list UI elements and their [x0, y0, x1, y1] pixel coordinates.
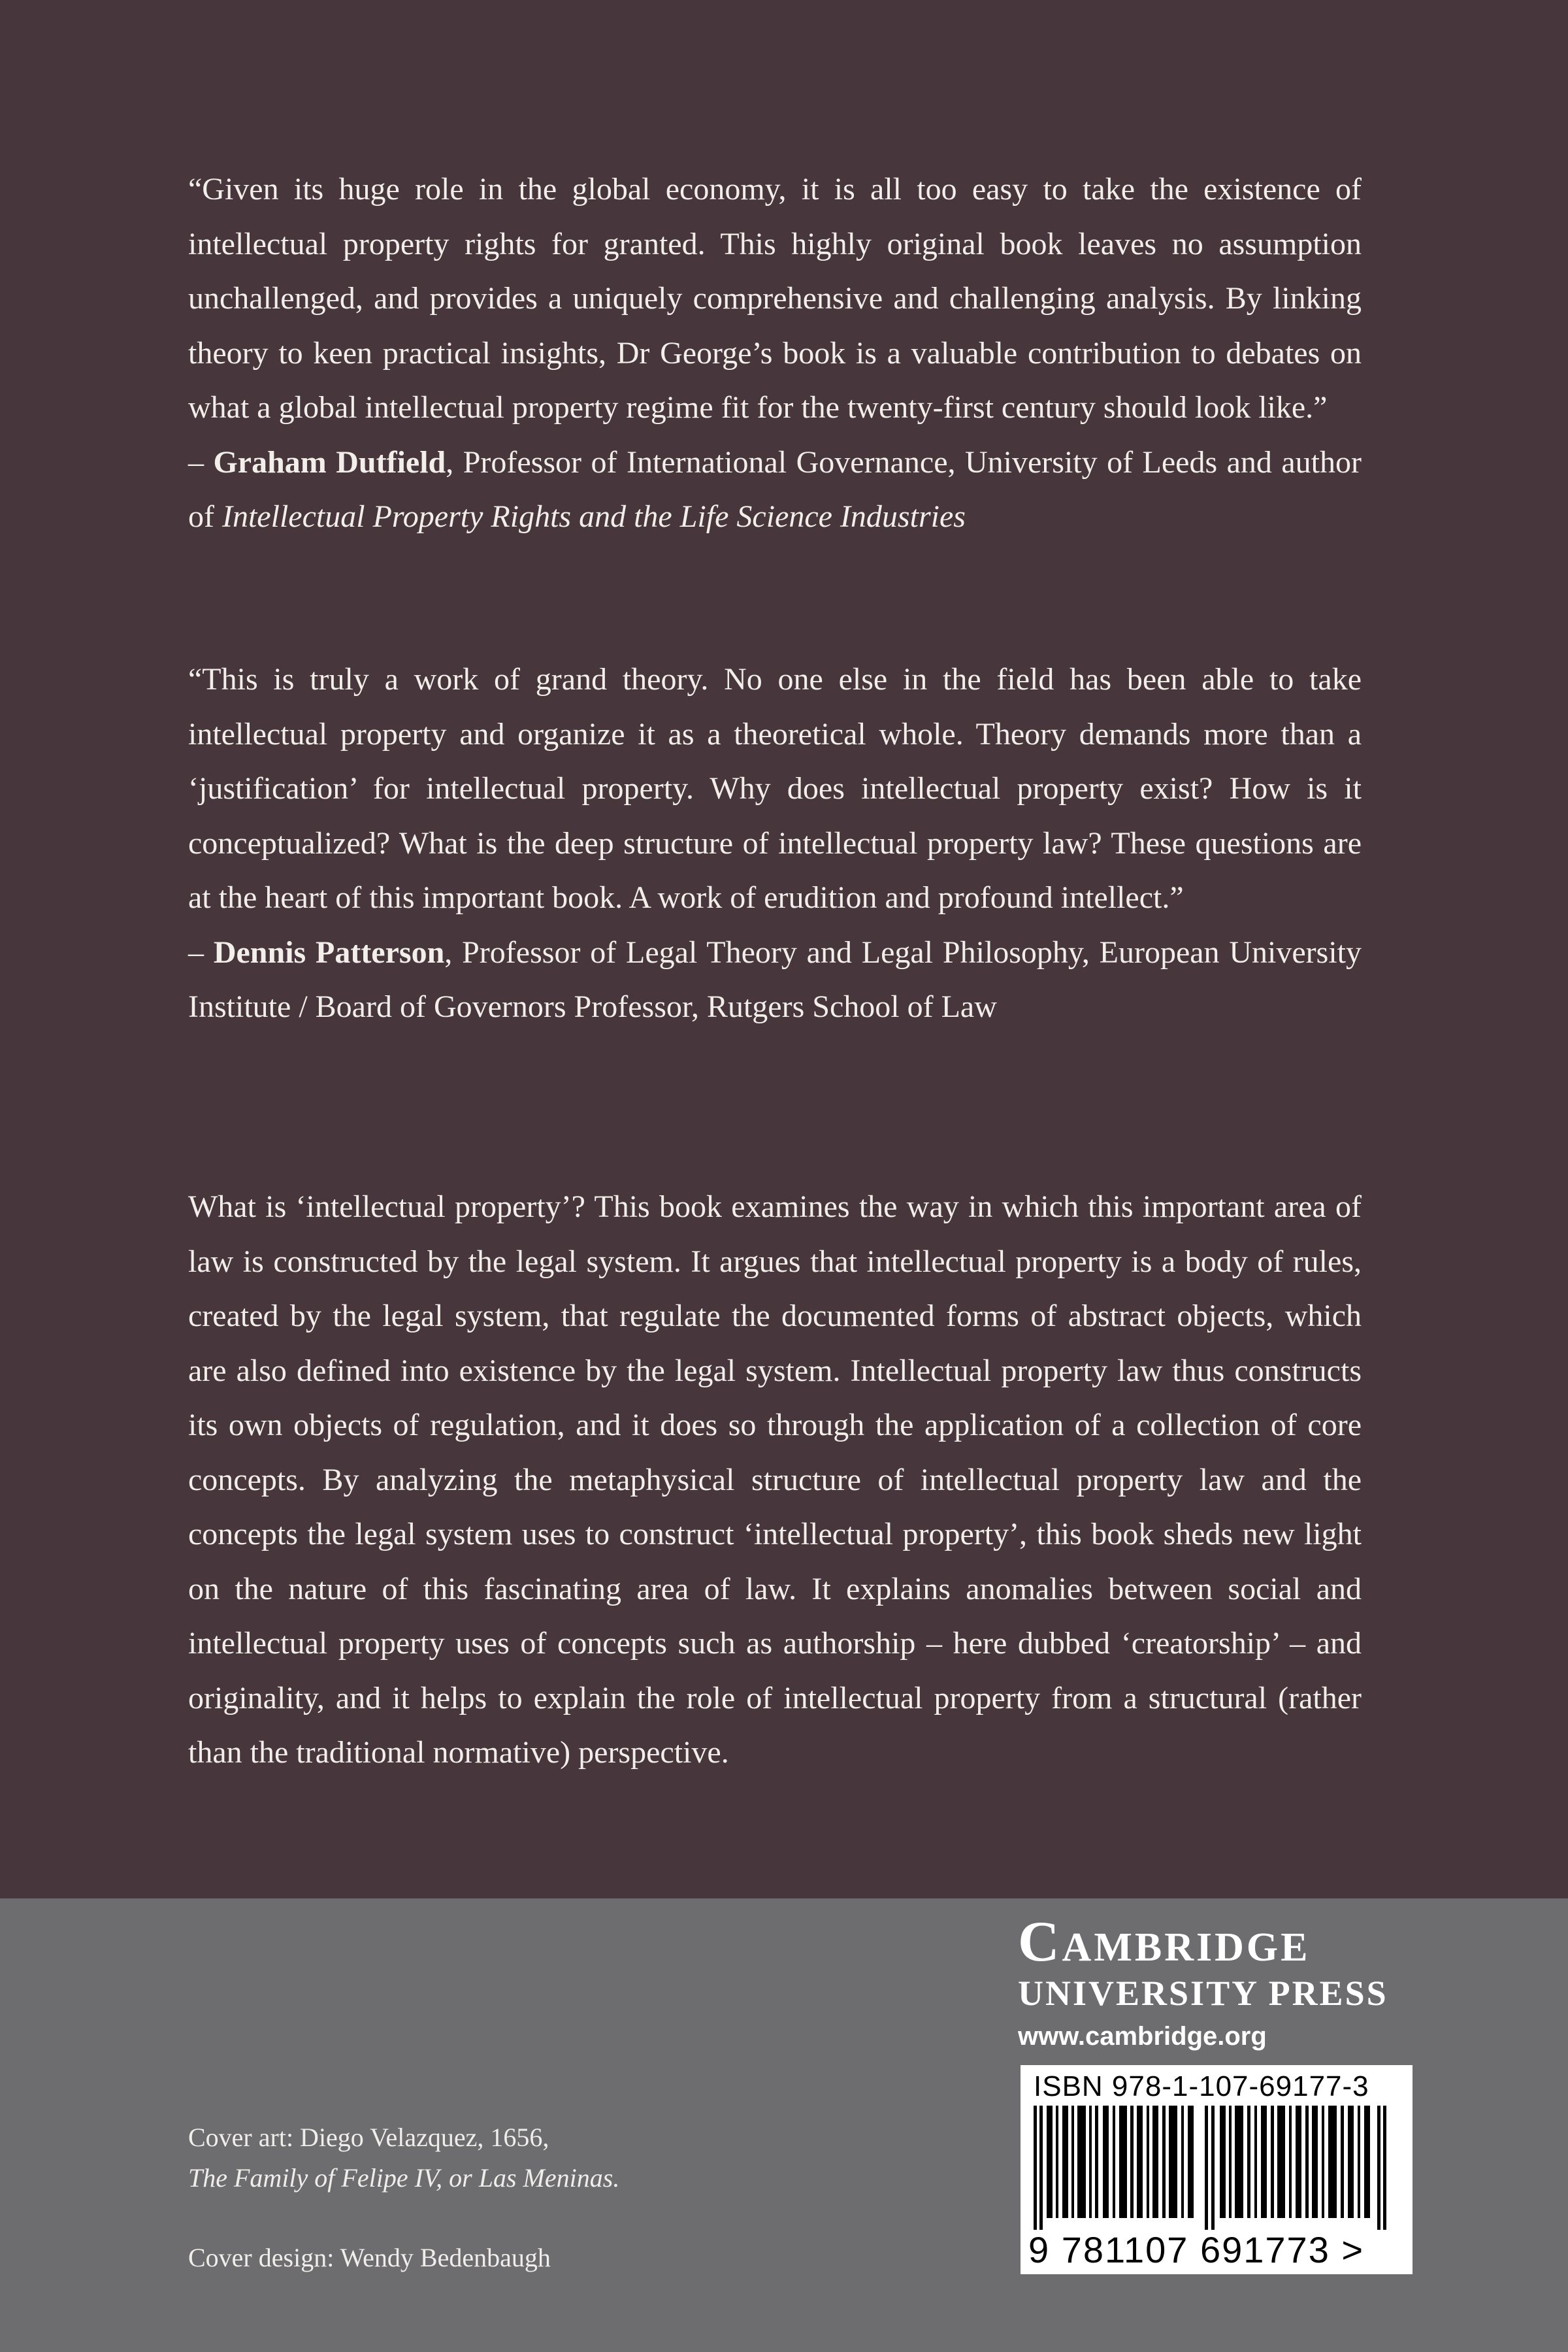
artwork-title: The Family of Felipe IV, or Las Meninas. — [188, 2163, 620, 2193]
endorser-affiliation: , Professor of International Governance, University of Leeds and author of — [188, 444, 1362, 534]
publisher-url: www.cambridge.org — [1018, 2022, 1267, 2051]
quote-attribution — [188, 925, 1362, 1035]
book-description — [188, 1180, 1362, 1780]
cover-design-credit: Cover design: Wendy Bedenbaugh — [188, 2243, 551, 2272]
endorser-name: Graham Dutfield — [213, 444, 446, 480]
publisher-subtitle: UNIVERSITY PRESS — [1018, 1974, 1388, 2013]
quote-text: “This is truly a work of grand theory. No one else in the field has been able to take intellectual property and organize it as a theoretical whole. Theory demands more than a ‘justification’ for intellectual property. Why does intellectual property exist? How is it conceptualized? What is the deep structure of intellectual property law? These questions are at the heart of this important book. A work of erudition and profound intellect.” — [188, 662, 1362, 915]
endorser-name: Dennis Patterson — [213, 935, 445, 970]
endorsement-quote-1 — [188, 162, 1362, 544]
barcode-bars — [1034, 2106, 1399, 2230]
quote-attribution — [188, 435, 1362, 544]
barcode-number: 9 781107 691773 > — [1028, 2229, 1365, 2270]
endorser-work-title: Intellectual Property Rights and the Life Science Industries — [221, 499, 966, 534]
attribution-dash: – — [188, 444, 214, 480]
attribution-dash: – — [188, 935, 214, 970]
publisher-name: Cambridge — [1018, 1910, 1311, 1974]
isbn-barcode — [1021, 2065, 1413, 2274]
publisher-logo — [1018, 1911, 1416, 2057]
cover-credits — [188, 2117, 619, 2278]
quote-text: “Given its huge role in the global economy, it is all too easy to take the existence of intellectual property rights for granted. This highly original book leaves no assumption unchallenged, and provides a uniquely comprehensive and challenging analysis. By linking theory to keen practical insights, Dr George’s book is a valuable contribution to debates on what a global intellectual property regime fit for the twenty-first century should look like.” — [188, 172, 1362, 425]
endorsement-quote-2 — [188, 652, 1362, 1035]
endorser-affiliation: , Professor of Legal Theory and Legal Philosophy, European University Institute / Board of Governors Professor, Rutgers School of Law — [188, 935, 1362, 1024]
description-text: What is ‘intellectual property’? This book examines the way in which this important area of law is constructed by the legal system. It argues that intellectual property is a body of rules, created by the legal system, that regulate the documented forms of abstract objects, which are also defined into existence by the legal system. Intellectual property law thus constructs its own objects of regulation, and it does so through the application of a collection of core concepts. By analyzing the metaphysical structure of intellectual property law and the concepts the legal system uses to construct ‘intellectual property’, this book sheds new light on the nature of this fascinating area of law. It explains anomalies between social and intellectual property uses of concepts such as authorship – here dubbed ‘creatorship’ – and originality, and it helps to explain the role of intellectual property from a structural (rather than the traditional normative) perspective. — [188, 1189, 1362, 1770]
cover-art-credit: Cover art: Diego Velazquez, 1656, — [188, 2123, 549, 2152]
isbn-label: ISBN 978-1-107-69177-3 — [1034, 2070, 1369, 2102]
